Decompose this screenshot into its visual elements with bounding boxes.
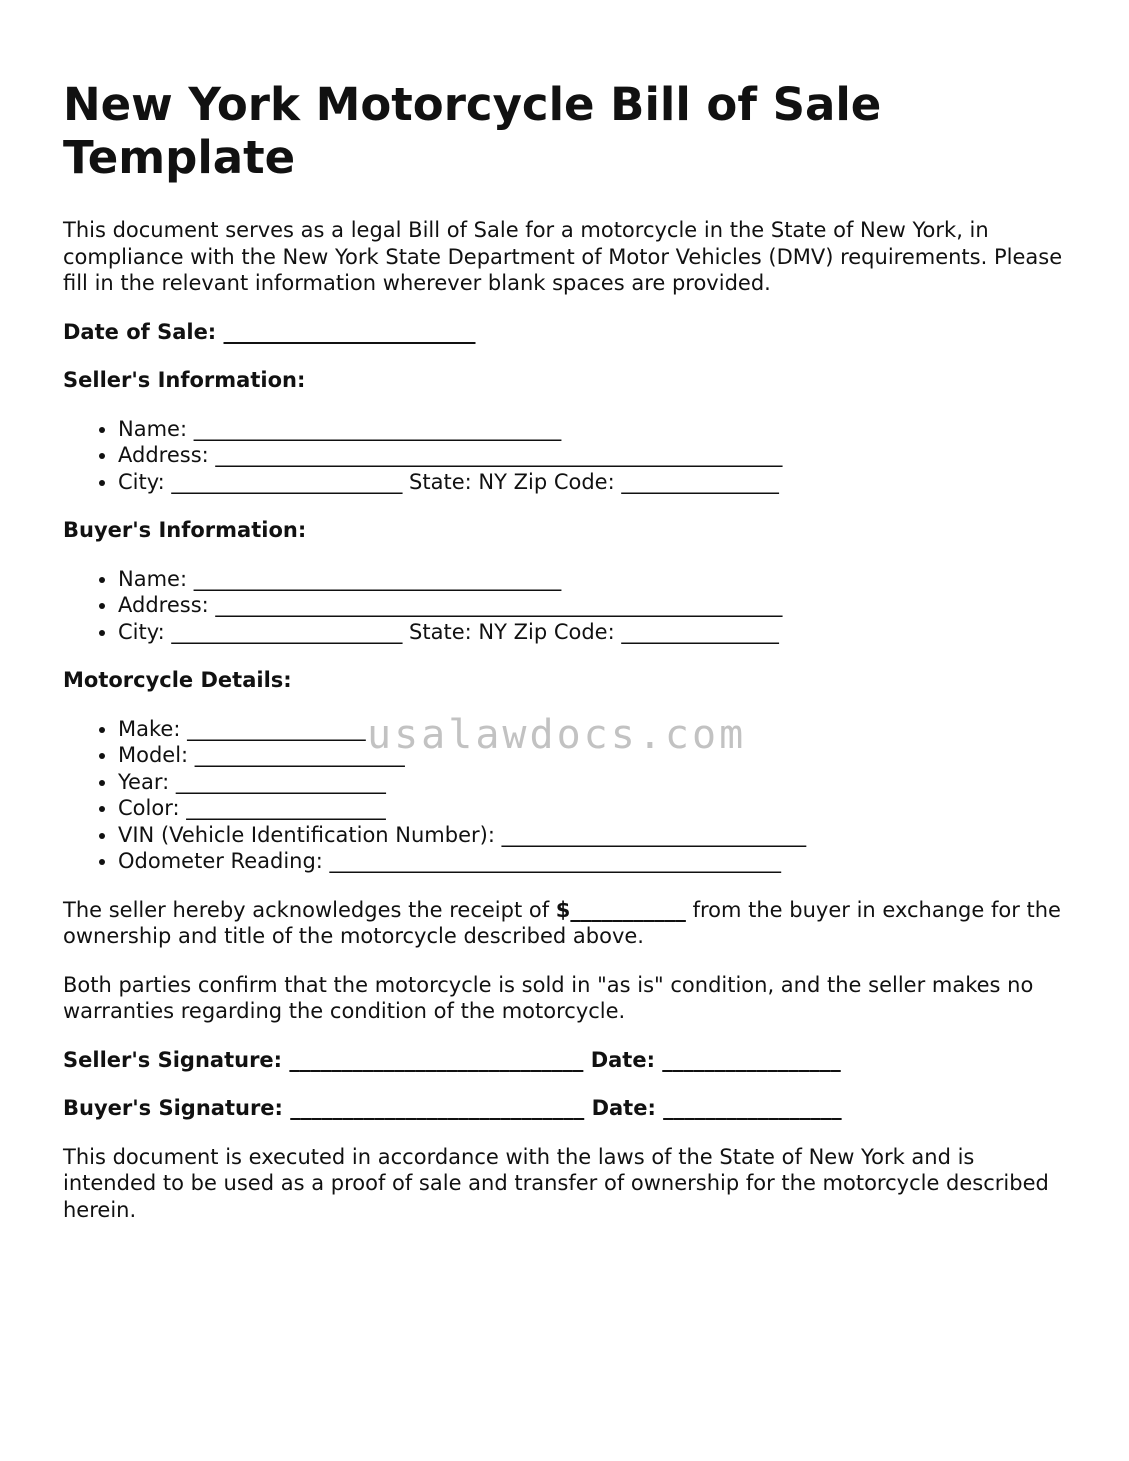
buyer-heading: Buyer's Information: bbox=[63, 518, 307, 542]
motorcycle-color-item: • Color: ___________________ bbox=[118, 795, 1063, 822]
motorcycle-model-item: • Model: ____________________ bbox=[118, 742, 1063, 769]
buyer-info-list bbox=[63, 566, 1063, 646]
seller-signature-line bbox=[63, 1047, 1063, 1074]
seller-heading: Seller's Information: bbox=[63, 368, 306, 392]
date-of-sale-label: Date of Sale: bbox=[63, 319, 217, 344]
motorcycle-heading: Motorcycle Details: bbox=[63, 668, 292, 692]
seller-city-item: • City: ______________________ State: NY Zip Code: _______________ bbox=[118, 469, 1063, 496]
payment-amount-blank: $___________ bbox=[555, 897, 686, 922]
watermark: usalawdocs.com bbox=[367, 712, 747, 758]
document-page bbox=[63, 78, 1063, 1245]
document-title: New York Motorcycle Bill of Sale Template bbox=[63, 78, 882, 184]
motorcycle-odometer-item: • Odometer Reading: ___________________________________________ bbox=[118, 848, 1063, 875]
motorcycle-year-item: • Year: ____________________ bbox=[118, 769, 1063, 796]
seller-signature-date: Date: _________________ bbox=[590, 1047, 841, 1072]
buyer-name-item: • Name: ___________________________________ bbox=[118, 566, 1063, 593]
buyer-city-item: • City: ______________________ State: NY Zip Code: _______________ bbox=[118, 619, 1063, 646]
payment-text-after: from the buyer in exchange for the ownership and title of the motorcycle described above. bbox=[63, 897, 1061, 948]
seller-address-item: • Address: ______________________________________________________ bbox=[118, 442, 1063, 469]
motorcycle-make-item: • Make: _________________ bbox=[118, 716, 1063, 743]
seller-info-list bbox=[63, 416, 1063, 496]
as-is-paragraph: Both parties confirm that the motorcycle is sold in "as is" condition, and the seller makes no warranties regarding the condition of the motorcycle. bbox=[63, 972, 1034, 1023]
seller-name-item: • Name: ___________________________________ bbox=[118, 416, 1063, 443]
buyer-address-item: • Address: ______________________________________________________ bbox=[118, 592, 1063, 619]
buyer-signature-date: Date: _________________ bbox=[591, 1096, 842, 1120]
motorcycle-vin-item: • VIN (Vehicle Identification Number): _____________________________ bbox=[118, 822, 1063, 849]
payment-text-before: The seller hereby acknowledges the receipt of bbox=[63, 897, 556, 922]
motorcycle-details-list bbox=[63, 716, 1063, 875]
date-of-sale-blank: ________________________ bbox=[223, 319, 476, 344]
seller-signature-label: Seller's Signature: ____________________________ bbox=[63, 1047, 584, 1072]
buyer-signature-label: Buyer's Signature: ____________________________ bbox=[63, 1096, 585, 1120]
payment-paragraph bbox=[63, 897, 1063, 950]
closing-paragraph: This document is executed in accordance with the laws of the State of New York and is intended to be used as a proof of sale and transfer of ownership for the motorcycle described herein. bbox=[63, 1144, 1049, 1222]
buyer-signature-line bbox=[63, 1095, 1063, 1122]
date-of-sale-field bbox=[63, 319, 1063, 346]
intro-paragraph: This document serves as a legal Bill of Sale for a motorcycle in the State of New York, in compliance with the New York State Department of Motor Vehicles (DMV) requirements. Please fill in the relevant information wherever blank spaces are provided. bbox=[63, 218, 1063, 295]
